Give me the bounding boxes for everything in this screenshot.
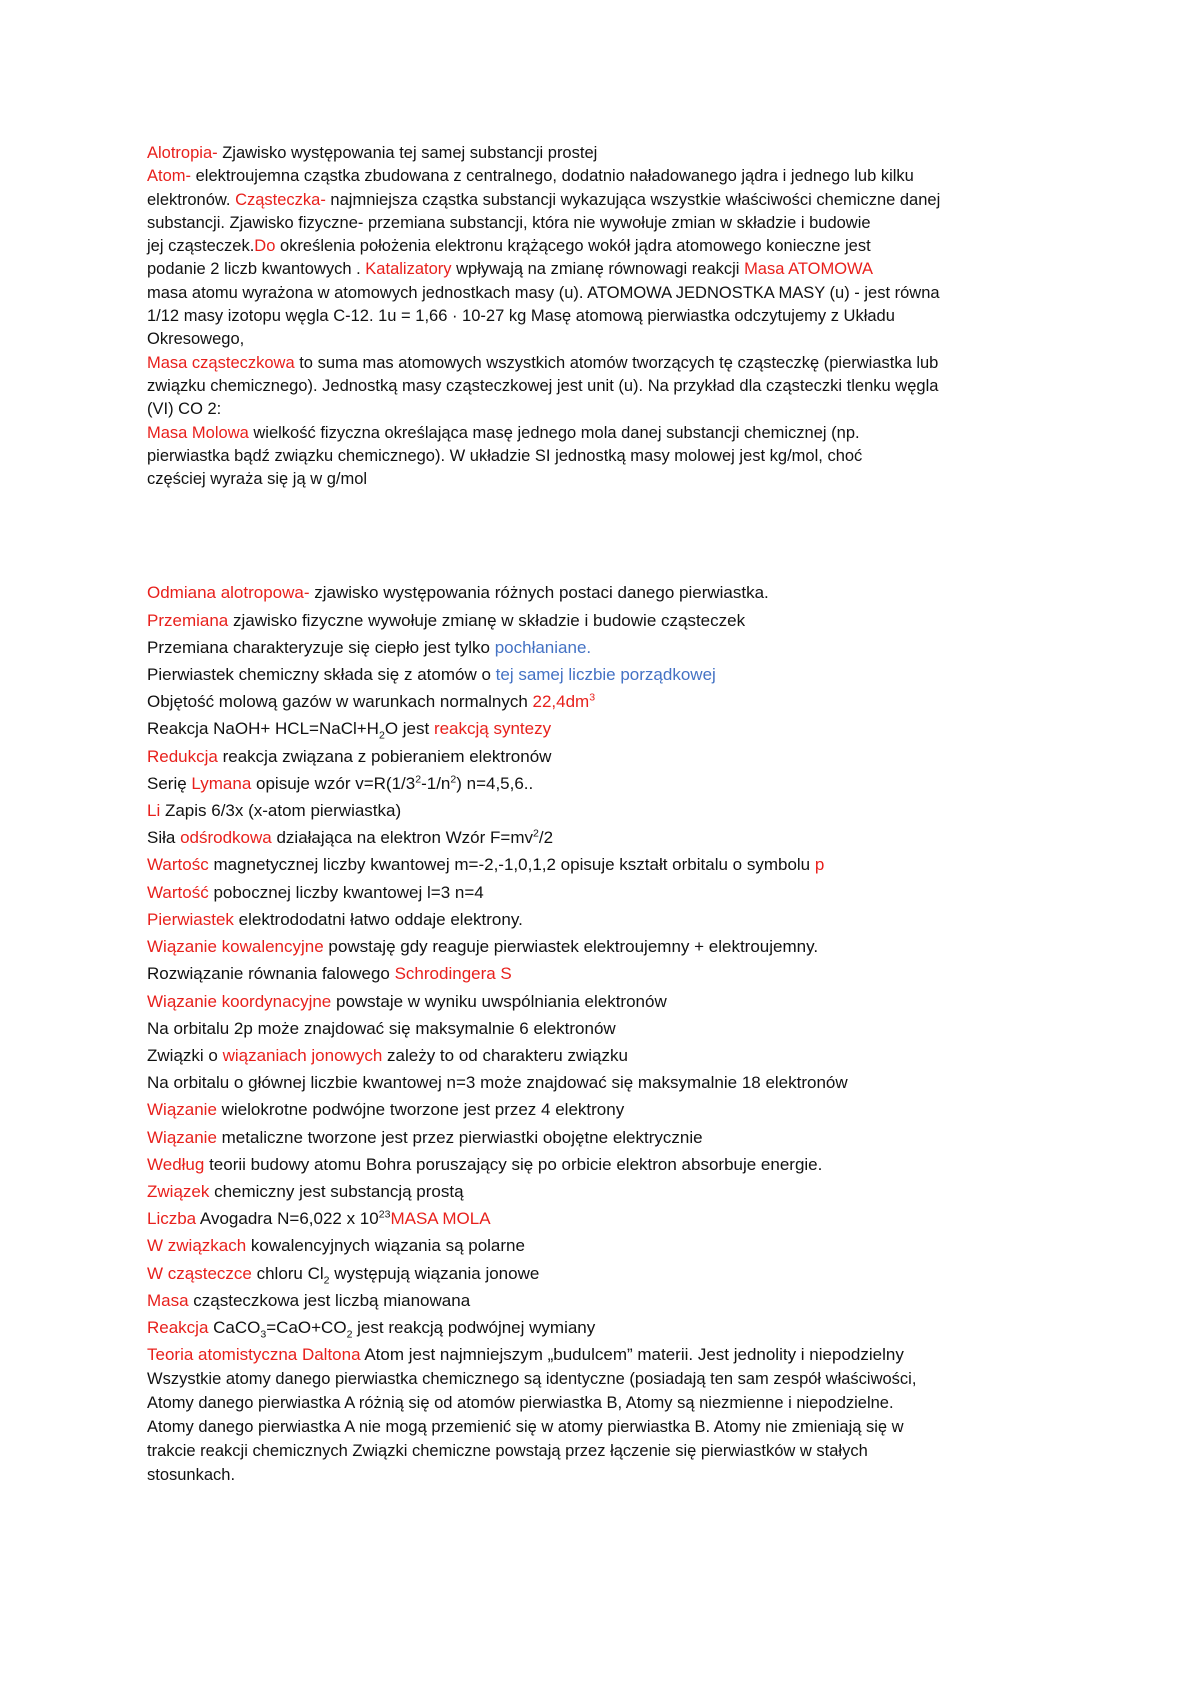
text-run: Związki o xyxy=(147,1045,223,1065)
text-line xyxy=(147,212,1077,235)
highlighted-term: Wiązanie koordynacyjne xyxy=(147,991,332,1011)
highlighted-term: Lymana xyxy=(191,773,252,793)
text-run: wpływają na zmianę równowagi reakcji xyxy=(451,260,745,279)
text-line xyxy=(147,579,1077,606)
text-line xyxy=(147,1416,1077,1440)
text-line xyxy=(147,1341,1077,1368)
highlighted-term: Przemiana xyxy=(147,610,229,630)
highlighted-term: Pierwiastek xyxy=(147,909,234,929)
text-line xyxy=(147,879,1077,906)
text-run: wielkość fizyczna określająca masę jednego mola danej substancji chemicznej (np. xyxy=(248,423,860,442)
text-run: Siła xyxy=(147,828,181,848)
text-run: 2 xyxy=(450,773,457,786)
highlighted-term: Katalizatory xyxy=(365,260,452,279)
text-line xyxy=(147,352,1077,375)
highlighted-term: Wiązanie kowalencyjne xyxy=(147,937,324,957)
text-run: elektronów. xyxy=(147,190,236,209)
text-line xyxy=(147,422,1077,445)
text-run: 23 xyxy=(378,1208,391,1221)
text-run: trakcie reakcji chemicznych Związki chemiczne powstają przez łączenie się pierwiastków w stałych xyxy=(147,1441,868,1460)
text-line xyxy=(147,906,1077,933)
highlighted-term: p xyxy=(814,855,825,875)
highlighted-term: W związkach xyxy=(147,1236,247,1256)
text-line xyxy=(147,1392,1077,1416)
text-line xyxy=(147,715,1077,742)
text-run: działająca na elektron Wzór F=mv xyxy=(271,828,533,848)
highlighted-term: Do xyxy=(254,237,276,256)
text-line xyxy=(147,1440,1077,1464)
text-run: Reakcja NaOH+ HCL=NaCl+H xyxy=(147,719,379,739)
highlighted-term: pochłaniane. xyxy=(494,637,592,657)
text-run: wielokrotne podwójne tworzone jest przez 4 elektrony xyxy=(216,1100,625,1120)
text-run: Atomy danego pierwiastka A nie mogą przemienić się w atomy pierwiastka B. Atomy nie zmieniają się w xyxy=(147,1417,904,1436)
highlighted-term: Redukcja xyxy=(147,746,218,766)
highlighted-term: Cząsteczka- xyxy=(235,190,326,209)
text-run: jej cząsteczek. xyxy=(147,237,255,256)
highlighted-term: W cząsteczce xyxy=(147,1263,252,1283)
text-run: zależy to od charakteru związku xyxy=(382,1045,628,1065)
text-run: 2 xyxy=(323,1273,330,1286)
text-line xyxy=(147,1368,1077,1392)
text-run: metaliczne tworzone jest przez pierwiastki obojętne elektrycznie xyxy=(216,1127,703,1147)
text-line xyxy=(147,661,1077,688)
text-run: O jest xyxy=(384,719,434,739)
highlighted-term: Schrodingera S xyxy=(394,964,512,984)
text-run: CaCO xyxy=(208,1317,261,1337)
highlighted-term: Teoria atomistyczna Daltona xyxy=(147,1345,361,1365)
text-run: określenia położenia elektronu krążącego wokół jądra atomowego konieczne jest xyxy=(275,237,871,256)
text-line xyxy=(147,165,1077,188)
highlighted-term: Reakcja xyxy=(147,1317,209,1337)
text-line xyxy=(147,328,1077,351)
text-run: elektroujemna cząstka zbudowana z centralnego, dodatnio naładowanego jądra i jednego lub kilku xyxy=(191,167,914,186)
text-line xyxy=(147,375,1077,398)
text-line xyxy=(147,607,1077,634)
text-run: Atomy danego pierwiastka A różnią się od atomów pierwiastka B, Atomy są niezmienne i niepodzielne. xyxy=(147,1394,894,1413)
highlighted-term: Masa xyxy=(147,1290,189,1310)
text-run: związku chemicznego). Jednostką masy cząsteczkowej jest unit (u). Na przykład dla cząsteczki tlenku węgla xyxy=(147,376,939,395)
text-line xyxy=(147,1042,1077,1069)
text-line xyxy=(147,189,1077,212)
text-line xyxy=(147,988,1077,1015)
text-run: -1/n xyxy=(421,773,451,793)
text-run: 2 xyxy=(533,827,539,840)
text-line xyxy=(147,797,1077,824)
highlighted-term: tej samej liczbie porządkowej xyxy=(495,665,716,685)
highlighted-term: Atom- xyxy=(147,167,192,186)
text-line xyxy=(147,1232,1077,1259)
highlighted-term: Masa cząsteczkowa xyxy=(147,353,295,372)
highlighted-term: 3 xyxy=(589,691,596,704)
text-run: chemiczny jest substancją prostą xyxy=(209,1181,464,1201)
text-run: występują wiązania jonowe xyxy=(329,1263,540,1283)
highlighted-term: Odmiana alotropowa- xyxy=(147,583,310,603)
highlighted-term: Liczba xyxy=(147,1209,197,1229)
text-run: /2 xyxy=(538,828,554,848)
text-run: (VI) CO 2: xyxy=(147,400,222,419)
text-run: magnetycznej liczby kwantowej m=-2,-1,0,1,2 opisuje kształt orbitalu o symbolu xyxy=(208,855,815,875)
text-line xyxy=(147,688,1077,715)
text-run: zjawisko fizyczne wywołuje zmianę w składzie i budowie cząsteczek xyxy=(228,610,746,630)
highlighted-term: reakcją syntezy xyxy=(433,719,552,739)
text-line xyxy=(147,634,1077,661)
text-run: elektrododatni łatwo oddaje elektrony. xyxy=(233,909,523,929)
text-run: Na orbitalu 2p może znajdować się maksymalnie 6 elektronów xyxy=(147,1018,616,1038)
highlighted-term: Wartośc xyxy=(147,855,209,875)
text-run: częściej wyraża się ją w g/mol xyxy=(147,470,368,489)
text-line xyxy=(147,258,1077,281)
text-line xyxy=(147,142,1077,165)
text-line xyxy=(147,933,1077,960)
text-run: kowalencyjnych wiązania są polarne xyxy=(246,1236,525,1256)
text-run: pobocznej liczby kwantowej l=3 n=4 xyxy=(208,882,484,902)
text-run: ) n=4,5,6.. xyxy=(456,773,534,793)
facts-list xyxy=(147,579,1077,1368)
highlighted-term: Wiązanie xyxy=(147,1127,217,1147)
text-line xyxy=(147,235,1077,258)
text-run: 2 xyxy=(415,773,422,786)
highlighted-term: Masa Molowa xyxy=(147,423,249,442)
text-run: teorii budowy atomu Bohra poruszający się po orbicie elektron absorbuje energie. xyxy=(204,1154,823,1174)
text-line xyxy=(147,305,1077,328)
text-line xyxy=(147,851,1077,878)
text-run: 1/12 masy izotopu węgla C-12. 1u = 1,66 · 10-27 kg Masę atomową pierwiastka odczytujemy z Układu xyxy=(147,307,895,326)
text-line xyxy=(147,1015,1077,1042)
text-run: zjawisko występowania różnych postaci danego pierwiastka. xyxy=(309,583,769,603)
text-line xyxy=(147,1069,1077,1096)
text-line xyxy=(147,1096,1077,1123)
text-run: cząsteczkowa jest liczbą mianowana xyxy=(188,1290,471,1310)
dalton-theory-paragraph xyxy=(147,1368,1077,1487)
text-line xyxy=(147,770,1077,797)
highlighted-term: Li xyxy=(147,801,161,821)
text-run: Objętość molową gazów w warunkach normalnych xyxy=(147,692,533,712)
text-line xyxy=(147,1260,1077,1287)
highlighted-term: wiązaniach jonowych xyxy=(222,1045,383,1065)
text-run: Okresowego, xyxy=(147,330,245,349)
text-run: powstaję gdy reaguje pierwiastek elektroujemny + elektroujemny. xyxy=(323,937,819,957)
text-run: Zapis 6/3x (x-atom pierwiastka) xyxy=(160,801,402,821)
text-run: Pierwiastek chemiczny składa się z atomów o xyxy=(147,665,496,685)
highlighted-term: Związek xyxy=(147,1181,210,1201)
highlighted-term: odśrodkowa xyxy=(180,828,272,848)
text-run: powstaje w wyniku uwspólniania elektronów xyxy=(331,991,667,1011)
text-run: Na orbitalu o głównej liczbie kwantowej n=3 może znajdować się maksymalnie 18 elektronów xyxy=(147,1073,848,1093)
text-run: 3 xyxy=(260,1328,267,1341)
text-run: 2 xyxy=(378,729,385,742)
text-line xyxy=(147,445,1077,468)
highlighted-term: Według xyxy=(147,1154,205,1174)
highlighted-term: MASA MOLA xyxy=(390,1209,491,1229)
text-run: chloru Cl xyxy=(251,1263,324,1283)
text-run: Zjawisko występowania tej samej substancji prostej xyxy=(217,144,598,162)
text-run: =CaO+CO xyxy=(266,1317,347,1337)
highlighted-term: Wartość xyxy=(147,882,209,902)
text-line xyxy=(147,1124,1077,1151)
text-line xyxy=(147,743,1077,770)
text-line xyxy=(147,1287,1077,1314)
text-run: podanie 2 liczb kwantowych . xyxy=(147,260,366,279)
text-run: 2 xyxy=(346,1328,353,1341)
text-run: najmniejsza cząstka substancji wykazująca wszystkie właściwości chemiczne danej xyxy=(325,190,941,209)
highlighted-term: Alotropia- xyxy=(147,144,218,162)
text-run: Serię xyxy=(147,773,192,793)
text-line xyxy=(147,468,1077,491)
text-line xyxy=(147,960,1077,987)
text-run: to suma mas atomowych wszystkich atomów tworzących tę cząsteczkę (pierwiastka lub xyxy=(294,353,939,372)
text-line xyxy=(147,282,1077,305)
text-line xyxy=(147,1314,1077,1341)
text-run: Atom jest najmniejszym „budulcem” materii. Jest jednolity i niepodzielny xyxy=(360,1345,904,1365)
document-page xyxy=(147,142,1077,1487)
highlighted-term: Masa ATOMOWA xyxy=(744,260,874,279)
text-run: Avogadra N=6,022 x 10 xyxy=(196,1209,379,1229)
text-line xyxy=(147,1205,1077,1232)
text-run: pierwiastka bądź związku chemicznego). W układzie SI jednostką masy molowej jest kg/mol, choć xyxy=(147,446,863,465)
text-run: jest reakcją podwójnej wymiany xyxy=(352,1317,596,1337)
text-run: masa atomu wyrażona w atomowych jednostkach masy (u). ATOMOWA JEDNOSTKA MASY (u) - jest równa xyxy=(147,283,940,302)
blank-gap xyxy=(147,491,1077,579)
text-line xyxy=(147,1151,1077,1178)
text-line xyxy=(147,398,1077,421)
highlighted-term: 22,4dm xyxy=(532,692,590,712)
text-line xyxy=(147,824,1077,851)
definitions-paragraph xyxy=(147,142,1077,491)
text-run: Wszystkie atomy danego pierwiastka chemicznego są identyczne (posiadają ten sam zespół właściwości, xyxy=(147,1370,917,1389)
highlighted-term: Wiązanie xyxy=(147,1100,217,1120)
text-run: substancji. Zjawisko fizyczne- przemiana substancji, która nie wywołuje zmian w składzie i budowie xyxy=(147,213,871,232)
text-run: Przemiana charakteryzuje się ciepło jest tylko xyxy=(147,637,495,657)
text-run: opisuje wzór v=R(1/3 xyxy=(251,773,416,793)
text-line xyxy=(147,1464,1077,1488)
text-line xyxy=(147,1178,1077,1205)
text-run: reakcja związana z pobieraniem elektronów xyxy=(217,746,552,766)
text-run: stosunkach. xyxy=(147,1465,236,1484)
text-run: Rozwiązanie równania falowego xyxy=(147,964,395,984)
